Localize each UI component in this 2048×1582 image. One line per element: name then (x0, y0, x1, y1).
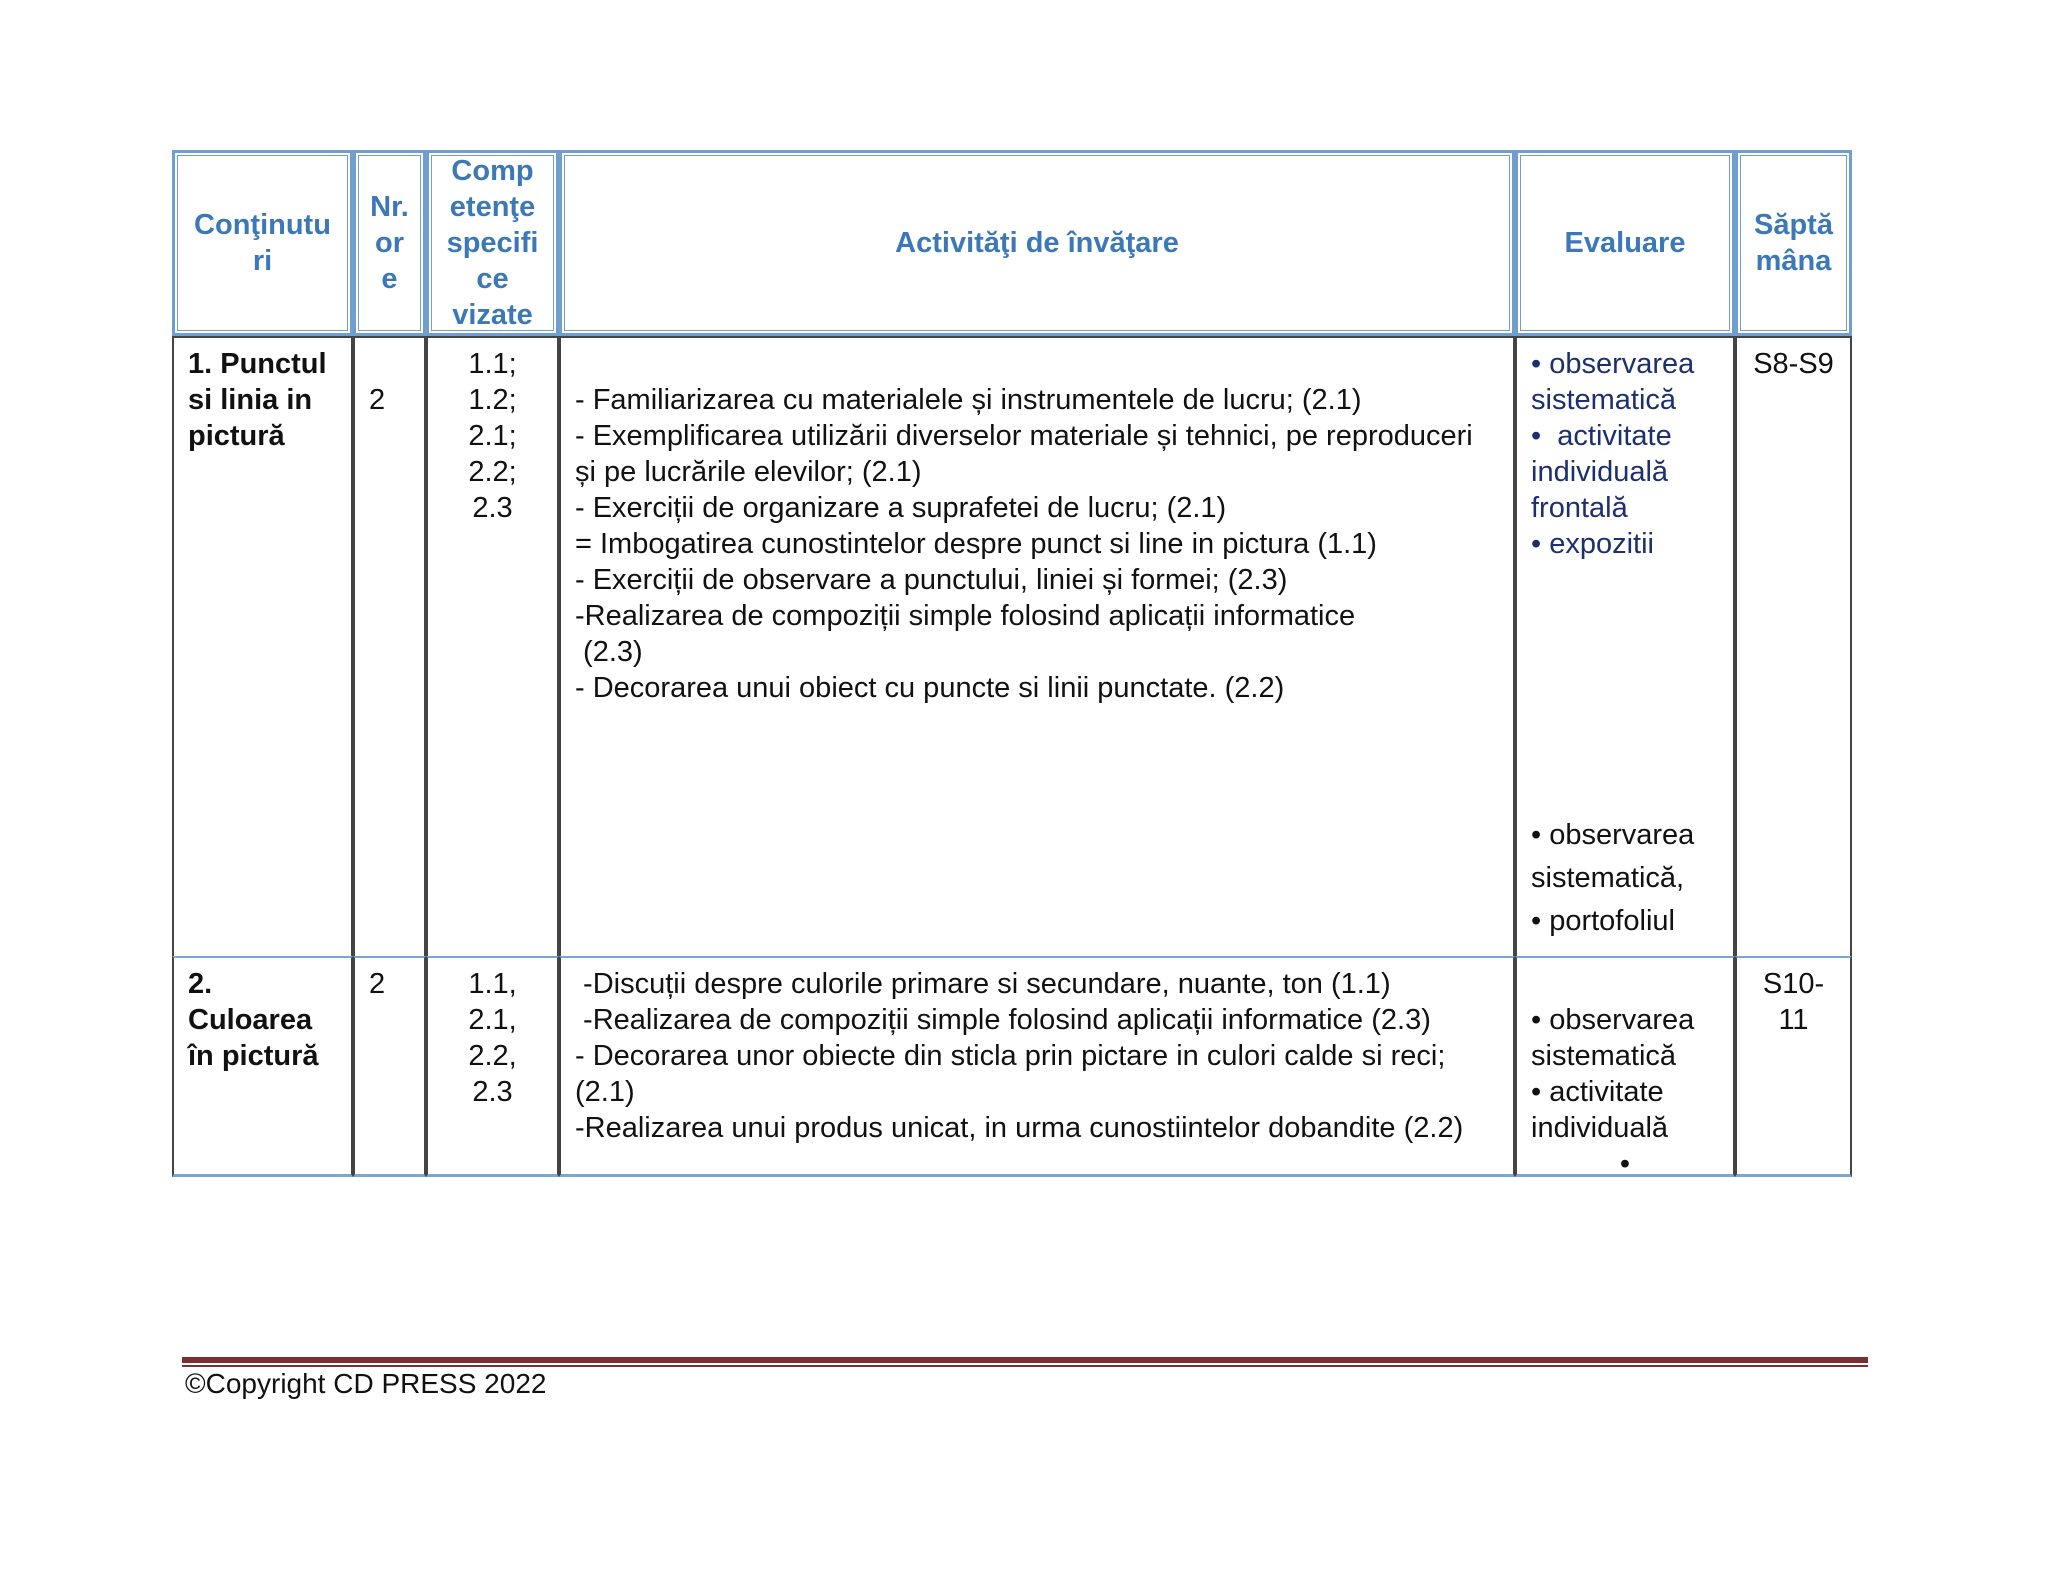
row1-content (172, 336, 353, 956)
evaluation-line: • expozitii (1531, 528, 1654, 560)
header-saptamana (1735, 150, 1852, 336)
evaluation-line: individuală (1531, 456, 1669, 488)
content-line: si linia in (188, 384, 313, 416)
activity-line: și pe lucrările elevilor; (2.1) (575, 456, 922, 488)
competence-line: 2.3 (472, 492, 513, 524)
header-text: mâna (1755, 245, 1832, 277)
activity-line: - Exerciții de observare a punctului, liniei și formei; (2.3) (575, 564, 1288, 596)
content-line: în pictură (188, 1040, 319, 1072)
week-value: S8-S9 (1753, 348, 1834, 380)
copyright-text: ©Copyright CD PRESS 2022 (185, 1368, 547, 1399)
header-text: Comp (451, 155, 534, 187)
competence-line: 2.3 (472, 1076, 513, 1108)
footer-divider (182, 1357, 1868, 1363)
header-text: specifi (446, 227, 539, 259)
header-text: or (375, 227, 404, 259)
competence-line: 2.1; (468, 420, 517, 452)
activity-line: - Exerciții de organizare a suprafetei de lucru; (2.1) (575, 492, 1227, 524)
hours-value: 2 (369, 384, 386, 416)
header-text: ce (476, 263, 509, 295)
activity-line: -Realizarea de compoziții simple folosind aplicații informatice (575, 600, 1356, 632)
curriculum-table (172, 150, 1844, 1180)
header-text: etenţe (449, 191, 536, 223)
evaluation-line: frontală (1531, 492, 1628, 524)
header-text: vizate (452, 299, 533, 331)
evaluation-line: • activitate (1531, 420, 1672, 452)
row2-hours (353, 956, 426, 1177)
row2-content (172, 956, 353, 1177)
evaluation-line: sistematică (1531, 1040, 1677, 1072)
header-continuturi (172, 150, 353, 336)
header-text: Evaluare (1564, 227, 1686, 259)
week-line: S10- (1762, 968, 1825, 1000)
row2-week (1735, 956, 1852, 1177)
activity-line: - Decorarea unui obiect cu puncte si linii punctate. (2.2) (575, 672, 1285, 704)
activity-line: -Discuții despre culorile primare si secundare, nuante, ton (1.1) (575, 968, 1391, 1000)
row1-competences (426, 336, 559, 956)
activity-line: (2.1) (575, 1076, 635, 1108)
activity-line: - Decorarea unor obiecte din sticla prin pictare in culori calde si reci; (575, 1040, 1446, 1072)
content-line: pictură (188, 420, 285, 452)
header-competente (426, 150, 559, 336)
competence-line: 2.2; (468, 456, 517, 488)
evaluation-line: sistematică, (1531, 862, 1685, 894)
evaluation-line: • observarea (1531, 819, 1695, 851)
header-text: Săptă (1754, 209, 1833, 241)
row1-week (1735, 336, 1852, 956)
header-text: Conţinutu (194, 209, 331, 241)
evaluation-line: • (1619, 1148, 1631, 1180)
content-line: 1. Punctul (188, 348, 327, 380)
evaluation-line: • observarea (1531, 348, 1695, 380)
competence-line: 1.1, (468, 968, 517, 1000)
activity-line: -Realizarea de compoziții simple folosind aplicații informatice (2.3) (575, 1004, 1431, 1036)
row1-hours (353, 336, 426, 956)
header-text: Nr. (370, 191, 409, 223)
header-activitati (559, 150, 1515, 336)
competence-line: 1.1; (468, 348, 517, 380)
activity-line: -Realizarea unui produs unicat, in urma cunostiintelor dobandite (2.2) (575, 1112, 1464, 1144)
competence-line: 1.2; (468, 384, 517, 416)
row1-evaluation (1515, 336, 1735, 956)
row2-activities (559, 956, 1515, 1177)
activity-line: - Exemplificarea utilizării diverselor materiale și tehnici, pe reproduceri (575, 420, 1473, 452)
header-text: Activităţi de învăţare (895, 227, 1179, 259)
row2-competences (426, 956, 559, 1177)
evaluation-top (1531, 346, 1719, 562)
header-evaluare (1515, 150, 1735, 336)
row1-activities (559, 336, 1515, 956)
header-text: ri (252, 245, 273, 277)
hours-value: 2 (369, 968, 386, 1000)
evaluation-line: individuală (1531, 1112, 1669, 1144)
content-line: 2. (188, 968, 213, 1000)
activity-line: - Familiarizarea cu materialele și instrumentele de lucru; (2.1) (575, 384, 1362, 416)
activity-line: = Imbogatirea cunostintelor despre punct si line in pictura (1.1) (575, 528, 1377, 560)
week-line: 11 (1778, 1004, 1809, 1036)
evaluation-bottom (1531, 814, 1694, 943)
competence-line: 2.1, (468, 1004, 517, 1036)
activity-line: (2.3) (575, 636, 643, 668)
row2-evaluation (1515, 956, 1735, 1180)
evaluation-line: • observarea (1531, 1004, 1695, 1036)
evaluation-line: • portofoliul (1531, 905, 1675, 937)
header-nr-ore (353, 150, 426, 336)
content-line: Culoarea (188, 1004, 313, 1036)
footer-divider-thin (182, 1365, 1868, 1367)
competence-line: 2.2, (468, 1040, 517, 1072)
header-text: e (381, 263, 398, 295)
evaluation-line: sistematică (1531, 384, 1677, 416)
evaluation-line: • activitate (1531, 1076, 1664, 1108)
